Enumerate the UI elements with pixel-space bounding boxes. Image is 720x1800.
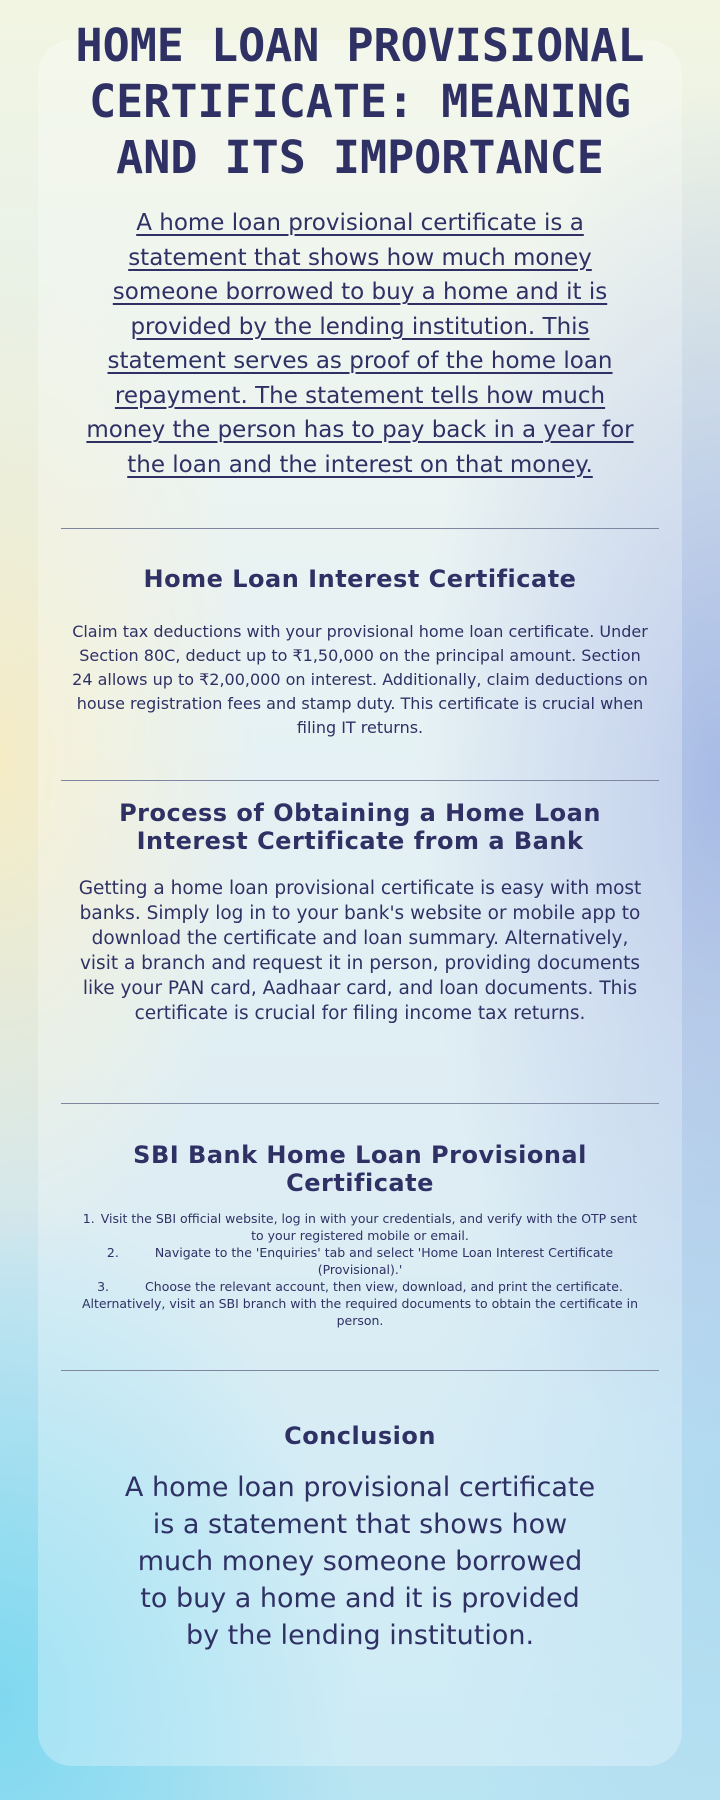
section-body-interest-certificate: Claim tax deductions with your provisional home loan certificate. Under Section 80C, deduct up to ₹1,50,000 on the principal amount. Section 24 allows up to ₹2,00,000 on interest. Additionally, claim deductions on house registration fees and stamp duty. This certificate is crucial when filing IT returns. (72, 622, 648, 737)
section-body-obtaining-process: Getting a home loan provisional certificate is easy with most banks. Simply log in to your bank's website or mobile app to download the certificate and loan summary. Alternatively, visit a branch and request it in person, providing documents like your PAN card, Aadhaar card, and loan documents. This certificate is crucial for filing income tax returns. (78, 878, 642, 1024)
sbi-note: Alternatively, visit an SBI branch with the required documents to obtain the certificate in person. (81, 1296, 639, 1328)
list-item: 2. Navigate to the 'Enquiries' tab and select 'Home Loan Interest Certificate (Provisional).' (106, 1245, 614, 1277)
list-item: 3. Choose the relevant account, then view, download, and print the certificate. (97, 1279, 623, 1294)
section-heading-obtaining-process: Process of Obtaining a Home Loan Interest Certificate from a Bank (119, 799, 601, 855)
divider (61, 528, 659, 529)
section-heading-conclusion: Conclusion (284, 1422, 436, 1450)
page-title: HOME LOAN PROVISIONAL CERTIFICATE: MEANING AND ITS IMPORTANCE (75, 19, 645, 184)
section-heading-interest-certificate: Home Loan Interest Certificate (143, 565, 577, 593)
list-item: 1. Visit the SBI official website, log in with your credentials, and verify with the OTP sent to your registered mobile or email. (82, 1211, 638, 1243)
conclusion-paragraph: A home loan provisional certificate is a statement that shows how much money someone borrowed to buy a home and it is provided by the lending institution. (124, 1472, 596, 1651)
sbi-steps-list (80, 1210, 640, 1329)
section-heading-sbi: SBI Bank Home Loan Provisional Certificate (133, 1141, 587, 1197)
divider (61, 1370, 659, 1371)
divider (61, 1103, 659, 1104)
intro-paragraph: A home loan provisional certificate is a statement that shows how much money someone borrowed to buy a home and it is provided by the lending institution. This statement serves as proof of the home loan repayment. The statement tells how much money the person has to pay back in a year for the loan and the interest on that money. (86, 210, 634, 478)
divider (61, 780, 659, 781)
